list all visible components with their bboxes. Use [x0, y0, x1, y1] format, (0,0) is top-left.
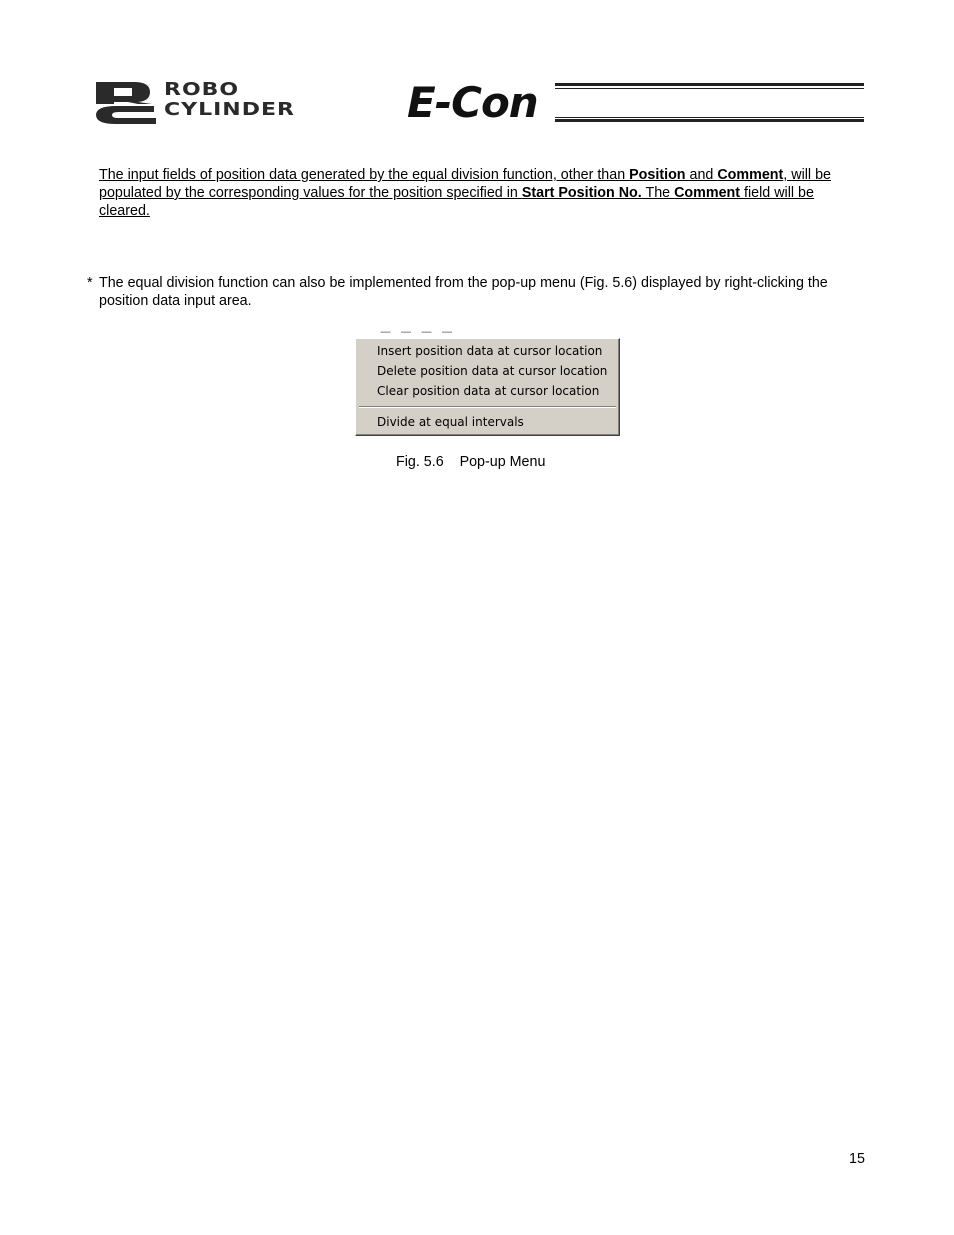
header-rule-bottom-thin [555, 117, 864, 118]
menu-background-fragment: — — — — [380, 325, 456, 338]
econ-logo: E-Con [407, 78, 538, 127]
menu-item-insert-position[interactable]: Insert position data at cursor location [377, 344, 603, 358]
header-rule-top [555, 83, 864, 86]
header-rule-bottom [555, 119, 864, 122]
note-bold-position: Position [629, 167, 686, 183]
menu-separator [359, 406, 616, 408]
logo-cylinder-text: CYLINDER [164, 99, 295, 120]
menu-item-divide-equal-intervals[interactable]: Divide at equal intervals [377, 415, 524, 429]
note-text-3: , will be populated by the corresponding values for the position specified in [99, 167, 831, 201]
menu-item-clear-position[interactable]: Clear position data at cursor location [377, 384, 600, 398]
note-bold-comment: Comment [717, 167, 784, 183]
figure-caption: Fig. 5.6 Pop-up Menu [396, 454, 546, 470]
division-note-paragraph [99, 166, 864, 220]
popup-hint-paragraph: The equal division function can also be implemented from the pop-up menu (Fig. 5.6) displayed by right-clicking the position data input area. [99, 275, 828, 309]
note-text-2: and [685, 167, 718, 183]
logo-robo-text: ROBO [164, 79, 240, 100]
menu-item-delete-position[interactable]: Delete position data at cursor location [377, 364, 608, 378]
header-rule-top-thin [555, 88, 864, 89]
popup-menu [355, 338, 620, 436]
note-bold-comment-2: Comment [674, 185, 741, 201]
note-text-4: The [641, 185, 675, 201]
note-text-5: field will be cleared. [99, 185, 814, 219]
bullet-marker: * [87, 275, 93, 291]
rc-mark-icon [94, 80, 160, 126]
robo-cylinder-logo [94, 80, 374, 126]
note-text-1: The input fields of position data generated by the equal division function, other than [99, 167, 630, 183]
note-bold-start-position: Start Position No. [521, 185, 642, 201]
page-number: 15 [849, 1151, 865, 1167]
